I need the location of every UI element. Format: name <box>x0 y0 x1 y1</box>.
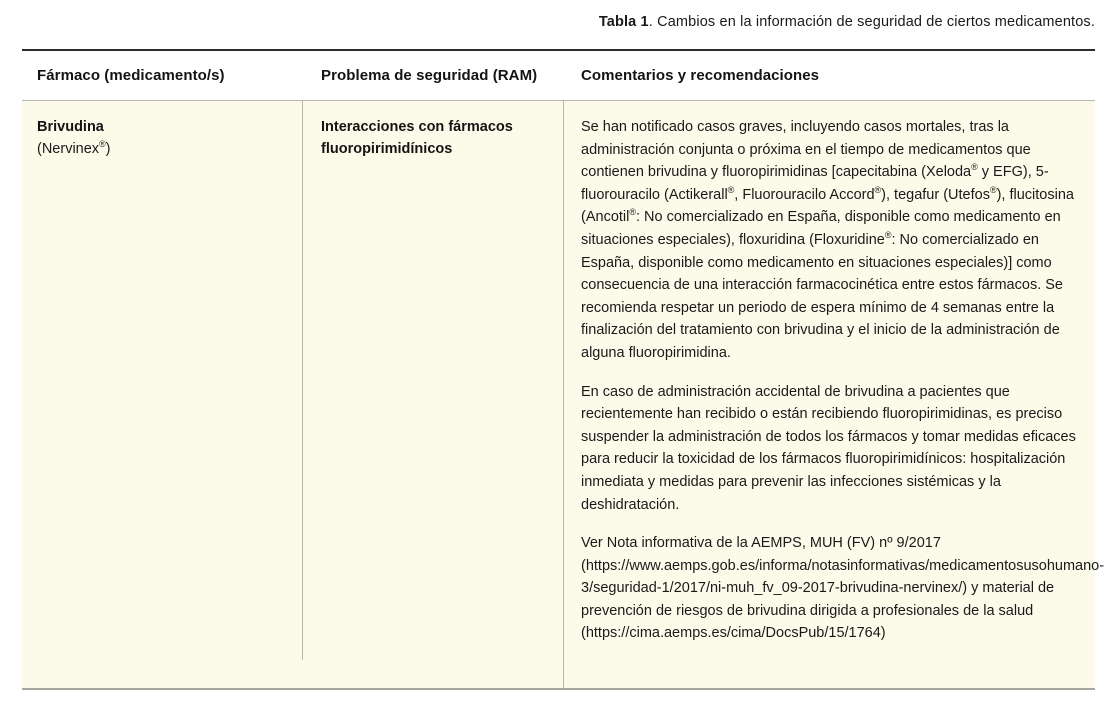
data-table <box>22 49 1105 690</box>
comment-paragraph-2: En caso de administración accidental de brivudina a pacientes que recientemente han recibido o están recibiendo fluoropirimidinas, es preciso suspender la administración de todos los fármacos y tomar medidas eficaces para reducir la toxicidad de los fármacos fluoropirimidínicos: hospitalización inmediata y medidas para prevenir las infecciones sistémicas y la deshidratación. <box>581 383 1076 513</box>
table-caption <box>0 0 1095 44</box>
table-bottom-rule <box>22 688 1095 690</box>
registered-mark-icon: ® <box>874 184 882 195</box>
column-header-drug: Fármaco (medicamento/s) <box>37 67 225 84</box>
cell-safety-problem <box>302 101 563 688</box>
cell-comments <box>563 101 1105 688</box>
table-header-row <box>22 51 1095 100</box>
drug-brand-prefix: (Nervinex <box>37 141 100 157</box>
column-header-comments: Comentarios y recomendaciones <box>581 67 820 84</box>
registered-mark-icon: ® <box>884 230 892 241</box>
table-row <box>22 101 1105 688</box>
column-divider-1 <box>302 101 303 660</box>
registered-mark-icon: ® <box>629 207 636 218</box>
column-header-safety-problem: Problema de seguridad (RAM) <box>321 67 538 84</box>
comment-paragraph-1: Se han notificado casos graves, incluyendo casos mortales, tras la administración conjunta o próxima en el tiempo de medicamentos que contienen brivudina y fluoropirimidinas [capecitabina (Xeloda® y EFG), 5-fluorouracilo (Actikerall®, Fluorouracilo Accord®), tegafur (Utefos®), flucitosina (Ancotil®: No comercializado en España, disponible como medicamento en situaciones especiales), floxuridina (Floxuridine®: No comercializado en España, disponible como medicamento en situaciones especiales)] como consecuencia de una interacción farmacocinética entre estos fármacos. Se recomienda respetar un periodo de espera mínimo de 4 semanas entre la finalización del tratamiento con brivudina y el inicio de la administración de alguna fluoropirimidina. <box>581 119 1074 361</box>
caption-label: Tabla 1 <box>598 14 649 30</box>
drug-brand <box>37 138 302 160</box>
cell-drug <box>22 101 302 688</box>
registered-mark-icon: ® <box>727 184 735 195</box>
safety-problem-text: Interacciones con fármacos fluoropirimidínicos <box>321 119 513 157</box>
comment-paragraph-3: Ver Nota informativa de la AEMPS, MUH (FV) nº 9/2017 (https://www.aemps.gob.es/informa/notasinformativas/medicamentosusohumano-3/seguridad-1/2017/ni-muh_fv_09-2017-brivudina-nervinex/) y material de prevención de riesgos de brivudina dirigida a profesionales de la salud (https://cima.aemps.es/cima/DocsPub/15/1764) <box>581 535 1105 642</box>
caption-body: . Cambios en la información de seguridad de ciertos medicamentos. <box>648 14 1095 30</box>
caption-text <box>599 13 1095 31</box>
drug-brand-suffix: ) <box>105 141 111 157</box>
drug-name: Brivudina <box>37 119 104 135</box>
column-divider-2 <box>563 101 564 688</box>
registered-mark-icon: ® <box>989 184 997 195</box>
registered-mark-icon: ® <box>971 162 978 173</box>
registered-mark-icon: ® <box>99 139 106 150</box>
